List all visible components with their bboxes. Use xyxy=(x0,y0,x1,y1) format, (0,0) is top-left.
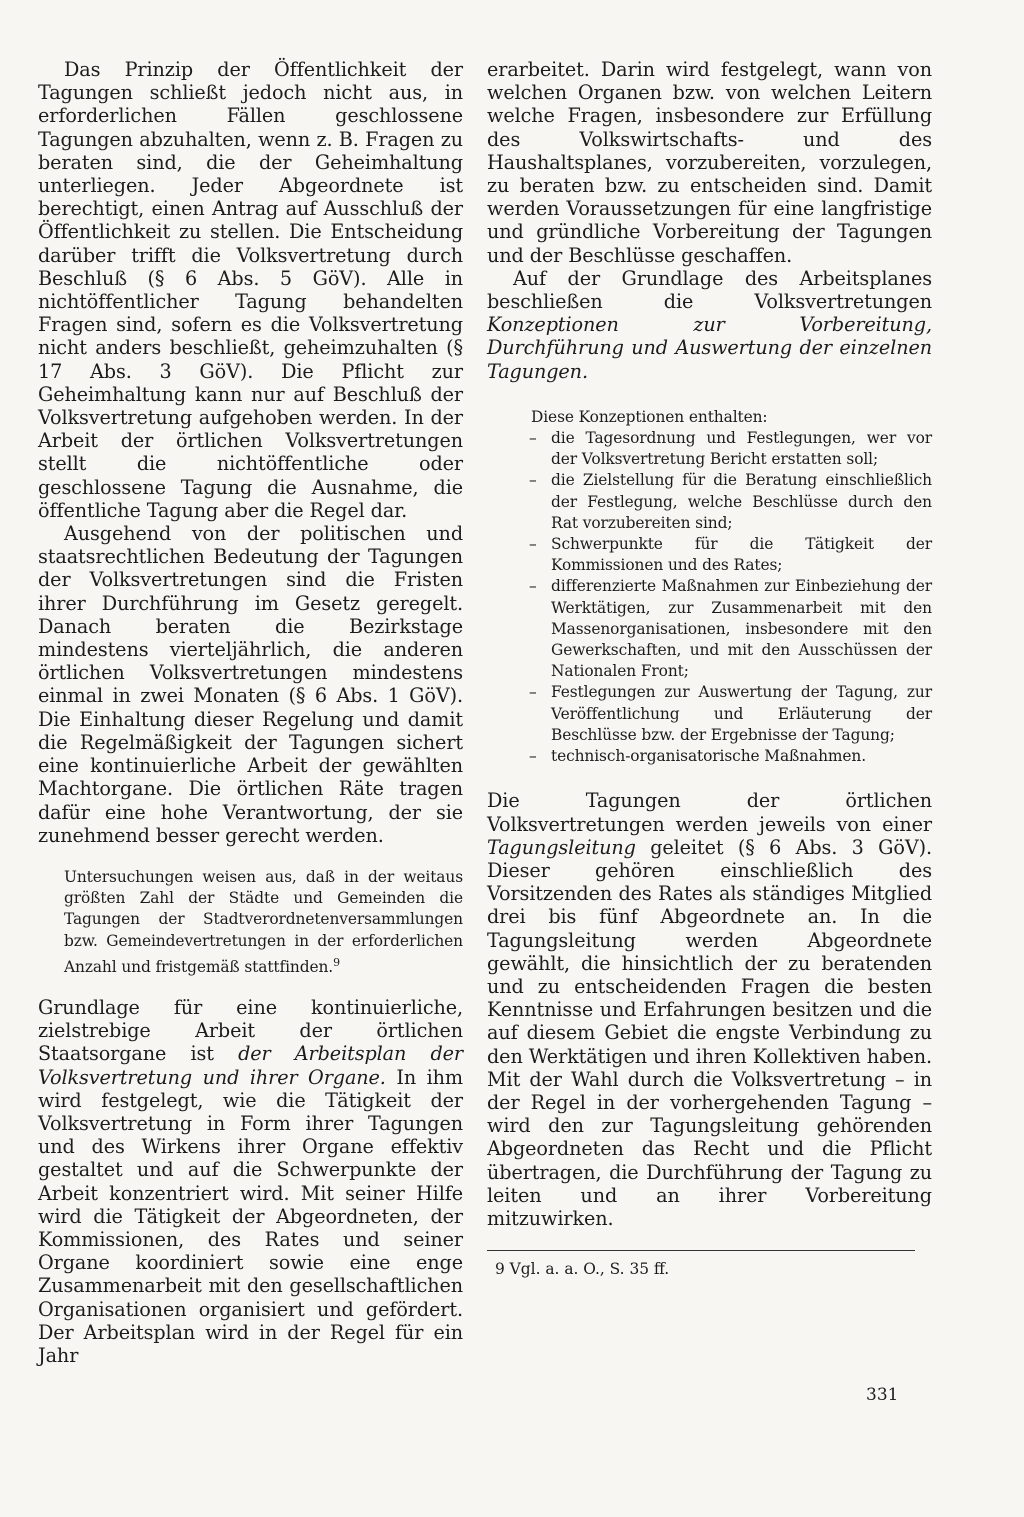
conceptions-text: Auf der Grundlage des Arbeitsplanes beschließen die Volksvertretungen xyxy=(487,266,932,314)
dash-bullet: – xyxy=(529,429,537,448)
paragraph-conceptions xyxy=(487,267,932,383)
list-item-text: Schwerpunkte für die Tätigkeit der Kommissionen und des Rates; xyxy=(551,535,932,575)
list-item xyxy=(487,576,932,682)
list-item-text: differenzierte Maßnahmen zur Einbeziehung der Werktätigen, zur Zusammenarbeit mit den Massenorganisationen, insbesondere mit den Gewerkschaften, und mit den Ausschüssen der Nationalen Front; xyxy=(551,577,932,681)
list-item xyxy=(487,746,932,767)
footnote: 9 Vgl. a. a. O., S. 35 ff. xyxy=(495,1260,670,1279)
note-investigations xyxy=(38,867,463,978)
dash-bullet: – xyxy=(529,747,537,766)
conceptions-emphasis: Konzeptionen zur Vorbereitung, Durchführung und Auswertung der einzelnen Tagungen. xyxy=(487,313,932,383)
list-item xyxy=(487,470,932,534)
list-item xyxy=(487,682,932,746)
leadership-emphasis: Tagungsleitung xyxy=(487,835,636,859)
list-item xyxy=(487,428,932,470)
list-item-text: die Tagesordnung und Festlegungen, wer vor der Volksvertretung Bericht erstatten soll; xyxy=(551,429,932,469)
workplan-text-b: In ihm wird festgelegt, wie die Tätigkeit der Volksvertretung in Form ihrer Tagungen und des Wirkens ihrer Organe effektiv gestaltet und auf die Schwerpunkte der Arbeit konzentriert wird. Mit seiner Hilfe wird die Tätigkeit der Abgeordneten, der Kommissionen, des Rates und seiner Organe koordiniert sowie eine enge Zusammenarbeit mit den gesellschaftlichen Organisationen organisiert und gefördert. Der Arbeitsplan wird in der Regel für ein Jahr xyxy=(38,1065,464,1368)
list-item xyxy=(487,534,932,576)
list-item-text: Festlegungen zur Auswertung der Tagung, zur Veröffentlichung und Erläuterung der Beschlüsse bzw. der Ergebnisse der Tagung; xyxy=(551,683,932,744)
paragraph-publicity: Das Prinzip der Öffentlichkeit der Tagungen schließt jedoch nicht aus, in erforderlichen Fällen geschlossene Tagungen abzuhalten, wenn z. B. Fragen zu beraten sind, die der Geheimhaltung unterliegen. Jeder Abgeordnete ist berechtigt, einen Antrag auf Ausschluß der Öffentlichkeit zu stellen. Die Entscheidung darüber trifft die Volksvertretung durch Beschluß (§ 6 Abs. 5 GöV). Alle in nichtöffentlicher Tagung behandelten Fragen sind, sofern es die Volksvertretung nicht anders beschließt, geheimzuhalten (§ 17 Abs. 3 GöV). Die Pflicht zur Geheimhaltung kann nur auf Beschluß der Volksvertretung aufgehoben werden. In der Arbeit der örtlichen Volksvertretungen stellt die nichtöffentliche oder geschlossene Tagung die Ausnahme, die öffentliche Tagung aber die Regel dar. xyxy=(38,58,463,522)
left-column xyxy=(38,58,463,1367)
page-number: 331 xyxy=(866,1385,899,1405)
paragraph-deadlines: Ausgehend von der politischen und staatsrechtlichen Bedeutung der Tagungen der Volksvertretungen sind die Fristen ihrer Durchführung im Gesetz geregelt. Danach beraten die Bezirkstage mindestens vierteljährlich, die anderen örtlichen Volksvertretungen mindestens einmal in zwei Monaten (§ 6 Abs. 1 GöV). Die Einhaltung dieser Regelung und damit die Regelmäßigkeit der Tagungen sichert eine kontinuierliche Arbeit der gewählten Machtorgane. Die örtlichen Räte tragen dafür eine hohe Verantwortung, der sie zunehmend besser gerecht werden. xyxy=(38,522,463,847)
dash-bullet: – xyxy=(529,577,537,596)
paragraph-session-leadership xyxy=(487,789,932,1230)
footnote-divider xyxy=(487,1250,915,1251)
leadership-text-a: Die Tagungen der örtlichen Volksvertretungen werden jeweils von einer xyxy=(487,789,932,836)
list-item-text: die Zielstellung für die Beratung einschließlich der Festlegung, welche Beschlüsse durch den Rat vorzubereiten sind; xyxy=(551,471,932,532)
paragraph-workplan-cont: erarbeitet. Darin wird festgelegt, wann von welchen Organen bzw. von welchen Leitern welche Fragen, insbesondere zur Erfüllung des Volkswirtschafts- und des Haushaltsplanes, vorzubereiten, vorzulegen, zu beraten bzw. zu entscheiden sind. Damit werden Voraussetzungen für eine langfristige und gründliche Vorbereitung der Tagungen und der Beschlüsse geschaffen. xyxy=(487,58,932,267)
note-text: Untersuchungen weisen aus, daß in der weitaus größten Zahl der Städte und Gemeinden die Tagungen der Stadtverordnetenversammlungen bzw. Gemeindevertretungen in der erforderlichen Anzahl und fristgemäß stattfinden. xyxy=(64,867,463,976)
dash-bullet: – xyxy=(529,471,537,490)
paragraph-workplan xyxy=(38,996,463,1367)
footnote-marker: 9 xyxy=(333,955,340,969)
workplan-text-a: Grundlage für eine kontinuierliche, zielstrebige Arbeit der örtlichen Staatsorgane ist xyxy=(38,996,463,1066)
conceptions-list xyxy=(487,428,932,767)
dash-bullet: – xyxy=(529,683,537,702)
dash-bullet: – xyxy=(529,535,537,554)
list-item-text: technisch-organisatorische Maßnahmen. xyxy=(551,747,867,766)
workplan-emphasis: der Arbeitsplan der Volksvertretung und ihrer Organe. xyxy=(38,1042,463,1089)
leadership-text-b: geleitet (§ 6 Abs. 3 GöV). Dieser gehören einschließlich des Vorsitzenden des Rates als ständiges Mitglied drei bis fünf Abgeordnete an. In die Tagungsleitung werden Abgeordnete gewählt, die hinsichtlich der zu beratenden und zu entscheidenden Fragen die besten Kenntnisse und Erfahrungen besitzen und die auf diesem Gebiet die engste Verbindung zu den Werktätigen und ihren Kollektiven haben. Mit der Wahl durch die Volksvertretung – in der Regel in der vorhergehenden Tagung – wird den zur Tagungsleitung gehörenden Abgeordneten das Recht und die Pflicht übertragen, die Durchführung der Tagung zu leiten und an ihrer Vorbereitung mitzuwirken. xyxy=(487,835,932,1230)
right-column xyxy=(487,58,932,1279)
list-intro: Diese Konzeptionen enthalten: xyxy=(531,407,768,426)
